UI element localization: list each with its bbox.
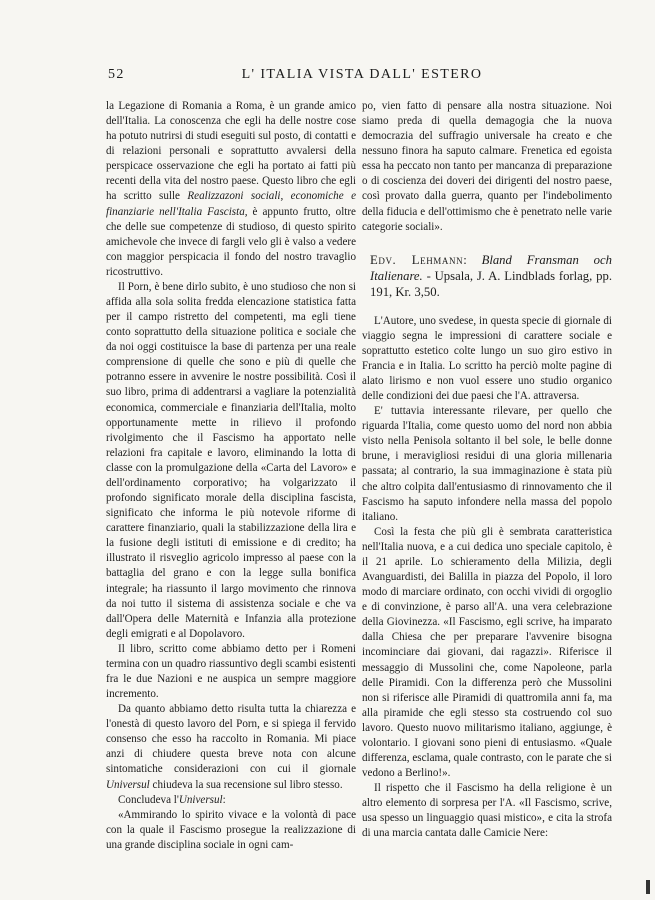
quote-paragraph: «Ammirando lo spirito vivace e la volontà di pace con la quale il Fascismo prosegue la realizzazione di una grande disciplina sociale in ogni cam- bbox=[106, 808, 356, 851]
page-number: 52 bbox=[108, 67, 125, 82]
page-header bbox=[108, 67, 616, 87]
right-column bbox=[362, 99, 612, 841]
quote-continuation: po, vien fatto di pensare alla nostra situazione. Noi siamo preda di quella demagogia che la nuova democrazia del suffragio universale ha creato e che nessuno finora ha saputo calmare. Frenetica ed egoista essa ha peccato non tanto per mancanza di preparazione o di coscienza dei doveri dei dirigenti del nostro paese, così provato dalla guerra, quanto per l'indebolimento della fiducia e dell'ottimismo che è penetrato nelle varie categorie sociali». bbox=[362, 100, 612, 233]
running-title: L' ITALIA VISTA DALL' ESTERO bbox=[241, 67, 483, 82]
newspaper-name: Universul bbox=[106, 778, 150, 791]
review-book-title: Bland Fransman och Italienare. bbox=[370, 252, 612, 283]
review-heading: Edv. Lehmann: Bland Fransman och Italienare. - Upsala, J. A. Lindblads forlag, pp. 191, Kr. 3,50. bbox=[370, 252, 613, 299]
paragraph: Il libro, scritto come abbiamo detto per i Romeni termina con un quadro riassuntivo degli scambi esistenti fra le due Nazioni e ne auspica un sempre maggiore incremento. bbox=[106, 642, 356, 701]
book-title: Realizzazoni sociali, economiche e finanziarie nell'Italia Fascista, bbox=[106, 190, 356, 218]
paragraph: Il Porn, è bene dirlo subito, è uno studioso che non si affida alla sola solita fredda elencazione statistica fatta per il campo ristretto del competenti, ma egli tiene conto soprattutto della situazione politica e sociale che da noi oggi costituisce la base di partenza per una reale comprensione di quelle che sono e più di quelle che potranno essere in avvenire le nostre possibilità. Così il suo libro, prima di addentrarsi a vagliare la potenzialità economica, commerciale e finanziaria dell'Italia, molto opportunamente mette in rilievo il profondo rivolgimento che il Fascismo ha apportato nelle relazioni fra capitale e lavoro, eliminando la lotta di classe con la promulgazione della «Carta del Lavoro» e dell'ordinamento corporativo; ha volgarizzato il profondo significato morale della disciplina fascista, significato che informa le più notevole riforme di carattere finanziario, quali la stabilizzazione della lira e la fusione degli istituti di emissione e di credito; ha illustrato il risveglio agricolo impresso al paese con la battaglia del grano e con la legge sulla bonifica integrale; ha riassunto il largo movimento che rinnova da noi tutto il sistema di assistenza sociale e che va dall'Opera delle Maternità e Infanzia alla protezione degli emigrati e al Dopolavoro. bbox=[106, 280, 356, 640]
paragraph: Concludeva l'Universul: bbox=[118, 793, 226, 806]
paragraph: E' tuttavia interessante rilevare, per quello che riguarda l'Italia, come questo uomo del nord non abbia visto nella Penisola soltanto il bel sole, le belle donne brune, i meravigliosi residui di una gloria millenaria passata; al contrario, la sua immaginazione è stata più che altro colpita dall'entusiasmo di rinnovamento che il Fascismo ha saputo infondere nella massa del popolo italiano. bbox=[362, 405, 612, 523]
paragraph: la Legazione di Romania a Roma, è un grande amico dell'Italia. La conoscenza che egli ha delle nostre cose ha potuto nutrirsi di studi eseguiti sul posto, di contatti e di relazioni personali e soprattutto avvalersi della perspicace osservazione che egli ha portato ai fatti più recenti della vita del nostro paese. Questo libro che egli ha scritto sulle Realizzazoni sociali, economiche e finanziarie nell'Italia Fascista, è appunto frutto, oltre che delle sue competenze di studioso, di questo spirito amichevole che invece di fargli velo gli è valso a vedere con maggior perspicacia il fondo del nostro travaglio ricostruttivo. bbox=[106, 100, 356, 278]
page-edge-mark bbox=[646, 880, 650, 894]
review-author: Edv. Lehmann bbox=[370, 252, 464, 267]
paragraph: Così la festa che più gli è sembrata caratteristica nell'Italia nuova, e a cui dedica uno speciale capitolo, è il 21 aprile. Lo schieramento della Milizia, degli Avanguardisti, dei Balilla in piazza del Popolo, il loro modo di marciare ordinato, con occhi vividi di orgoglio e di convinzione, è parso all'A. una vera celebrazione della Giovinezza. «Il Fascismo, egli scrive, ha imparato dalla Chiesa che per preparare l'avvenire bisogna incominciare dai giovani, dai ragazzi». Riferisce il messaggio di Mussolini che, come Napoleone, parla delle Piramidi. Con la differenza però che Mussolini non si riferisce alle Piramidi di quattromila anni fa, ma alla piramide che egli stesso sta costruendo col suo lavoro. Questo nuovo militarismo italiano, aggiunge, è volontario. I giovani sono pieni di entusiasmo. «Quale differenza, esclama, quale contrasto, con le parate che si vedono a Berlino!». bbox=[362, 525, 612, 780]
review-publication: - Upsala, J. A. Lindblads forlag, pp. 191, Kr. 3,50. bbox=[370, 268, 613, 299]
left-column bbox=[106, 99, 356, 853]
paragraph: Il rispetto che il Fascismo ha della religione è un altro elemento di sorpresa per l'A. «Il Fascismo, scrive, usa spesso un linguaggio quasi mistico», e cita la strofa di una marcia cantata dalle Camicie Nere: bbox=[362, 782, 612, 840]
paragraph: L'Autore, uno svedese, in questa specie di giornale di viaggio segna le impressioni di carattere sociale e soprattutto estetico colte lungo un suo giro estivo in Francia e in Italia. Lo scritto ha perciò molte pagine di alato lirismo e non vuol essere uno studio organico delle condizioni dei due paesi che l'A. attraversa. bbox=[362, 314, 612, 403]
newspaper-name: Universul bbox=[178, 793, 223, 806]
paragraph: Da quanto abbiamo detto risulta tutta la chiarezza e l'onestà di questo lavoro del Porn, e si spiega il fervido consenso che esso ha raccolto in Romania. Mi piace anzi di chiudere questa breve nota con alcune sintomatiche considerazioni con cui il giornale Universul chiudeva la sua recensione sul libro stesso. bbox=[106, 703, 356, 791]
